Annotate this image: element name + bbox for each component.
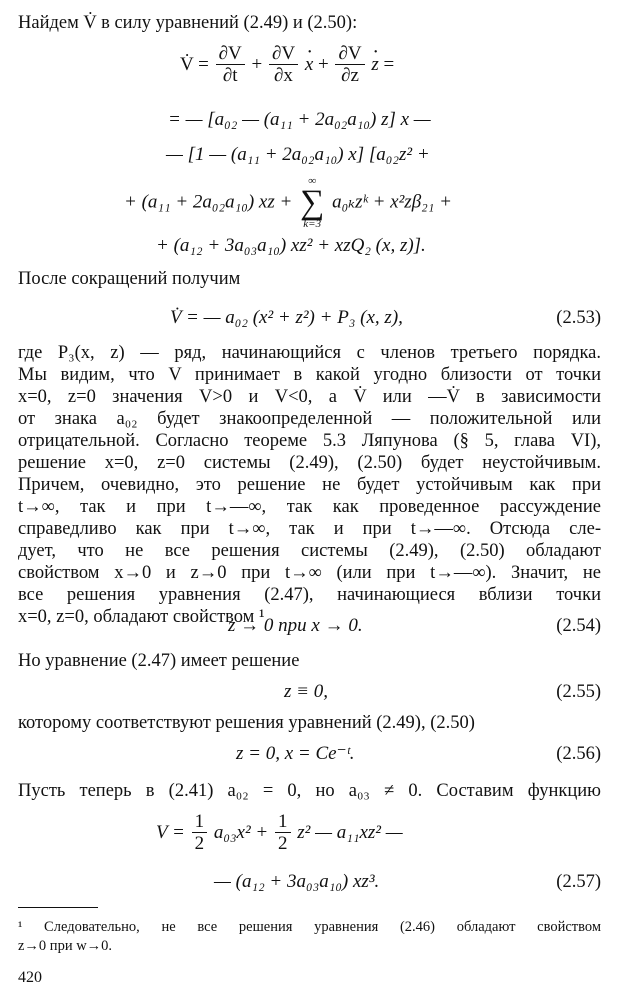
paragraph-line: t→∞, так и при t→—∞, так как проведенное рассуждение xyxy=(18,497,601,517)
text-line: Но уравнение (2.47) имеет решение xyxy=(18,651,300,671)
paragraph-line: Мы видим, что V принимает в какой угодно близости от точки xyxy=(18,365,601,385)
paragraph-line: Причем, очевидно, это решение не будет устойчивым как при xyxy=(18,475,601,495)
equation-vdot-partial: V̇ = $\frac{\partial V}{\partial t}$ + $\frac{\partial V}{\partial x}$ · x + $\frac{\partial V}{\partial z}$ · z = xyxy=(180,44,394,87)
paragraph-line: дует, что не все решения системы (2.49), (2.50) обладают xyxy=(18,541,601,561)
text-after-reduction: После сокращений получим xyxy=(18,269,241,289)
eq-lhs: V̇ = xyxy=(180,53,209,75)
paragraph-line: где P₃(x, z) — ряд, начинающийся с членов третьего порядка. xyxy=(18,343,601,363)
equation-line-3: — [1 — (a₁₁ + 2a₀₂a₁₀) x] [a₀₂z² + xyxy=(166,144,430,165)
eq-lhs: V = xyxy=(156,821,185,843)
fraction-dv-dx xyxy=(269,44,298,87)
equation-2-57 xyxy=(156,812,403,855)
x-dot: · x xyxy=(305,53,313,77)
frac-num: ∂V xyxy=(335,44,364,65)
eq-term: z² — a₁₁xz² — xyxy=(297,821,403,843)
equation-2-56: z = 0, x = Ce⁻ᵗ. xyxy=(236,743,355,764)
equation-number: (2.57) xyxy=(556,872,601,892)
paragraph-line: x=0, z=0, обладают свойством ¹ xyxy=(18,607,265,627)
fraction-one-half: $\frac{1}{2}$ xyxy=(275,812,291,855)
eq-term: a₀ₖzᵏ + x²zβ₂₁ + xyxy=(332,191,452,213)
equation-2-55: z ≡ 0, xyxy=(284,681,328,702)
eq-equals: = xyxy=(378,53,395,75)
equation-number: (2.53) xyxy=(556,308,601,328)
summation-symbol: ∞ ∑ k=3 xyxy=(300,175,325,230)
plus-sign: + xyxy=(318,53,329,75)
paragraph-line: отрицательной. Согласно теореме 5.3 Ляпунова (§ 5, глава VI), xyxy=(18,431,601,451)
footnote-rule xyxy=(18,907,98,908)
paragraph-line: от знака a₀₂ будет знакоопределенной — положительной или xyxy=(18,409,601,429)
frac-den: ∂t xyxy=(222,65,238,86)
paragraph-line: свойством x→0 и z→0 при t→∞ (или при t→—∞). Значит, не xyxy=(18,563,601,583)
equation-2-57-line2: — (a₁₂ + 3a₀₃a₁₀) xz³. xyxy=(214,871,380,892)
equation-2-54: z → 0 при x → 0. xyxy=(228,615,363,636)
z-dot: · z xyxy=(371,53,378,77)
fraction-one-half: $\frac{1}{2}$ xyxy=(192,812,208,855)
paragraph-line: справедливо как при t→∞, так и при t→—∞. Отсюда сле- xyxy=(18,519,601,539)
paragraph-line: все решения уравнения (2.47), начинающиеся вблизи точки xyxy=(18,585,601,605)
text-line: которому соответствуют решения уравнений (2.49), (2.50) xyxy=(18,713,475,733)
equation-line-2: = — [a₀₂ — (a₁₁ + 2a₀₂a₁₀) z] x — xyxy=(168,109,431,130)
eq-term: a₀₃x² + xyxy=(213,821,269,843)
footnote-line: z→0 при w→0. xyxy=(18,938,113,954)
fraction-dv-dz xyxy=(335,44,364,87)
eq-term: + (a₁₁ + 2a₀₂a₁₀) xz + xyxy=(124,191,293,213)
frac-den: ∂z xyxy=(341,65,359,86)
equation-line-5: + (a₁₂ + 3a₀₃a₁₀) xz² + xzQ₂ (x, z)]. xyxy=(156,235,426,256)
page-number: 420 xyxy=(18,969,42,986)
frac-num: ∂V xyxy=(216,44,245,65)
fraction-dv-dt xyxy=(216,44,245,87)
frac-num: ∂V xyxy=(269,44,298,65)
footnote-line: ¹ Следовательно, не все решения уравнения (2.46) обладают свойством xyxy=(18,919,601,935)
equation-number: (2.55) xyxy=(556,682,601,702)
equation-number: (2.54) xyxy=(556,616,601,636)
intro-line: Найдем V̇ в силу уравнений (2.49) и (2.50): xyxy=(18,13,358,33)
text-line: Пусть теперь в (2.41) a₀₂ = 0, но a₀₃ ≠ 0. Составим функцию xyxy=(18,781,601,801)
equation-2-53: V̇ = — a₀₂ (x² + z²) + P₃ (x, z), xyxy=(170,307,403,328)
equation-line-4 xyxy=(124,176,452,230)
equation-number: (2.56) xyxy=(556,744,601,764)
frac-den: ∂x xyxy=(274,65,293,86)
paragraph-line: x=0, z=0 значения V>0 и V<0, а V̇ или —V̇ в зависимости xyxy=(18,387,601,407)
paragraph-line: решение x=0, z=0 системы (2.49), (2.50) будет неустойчивым. xyxy=(18,453,601,473)
